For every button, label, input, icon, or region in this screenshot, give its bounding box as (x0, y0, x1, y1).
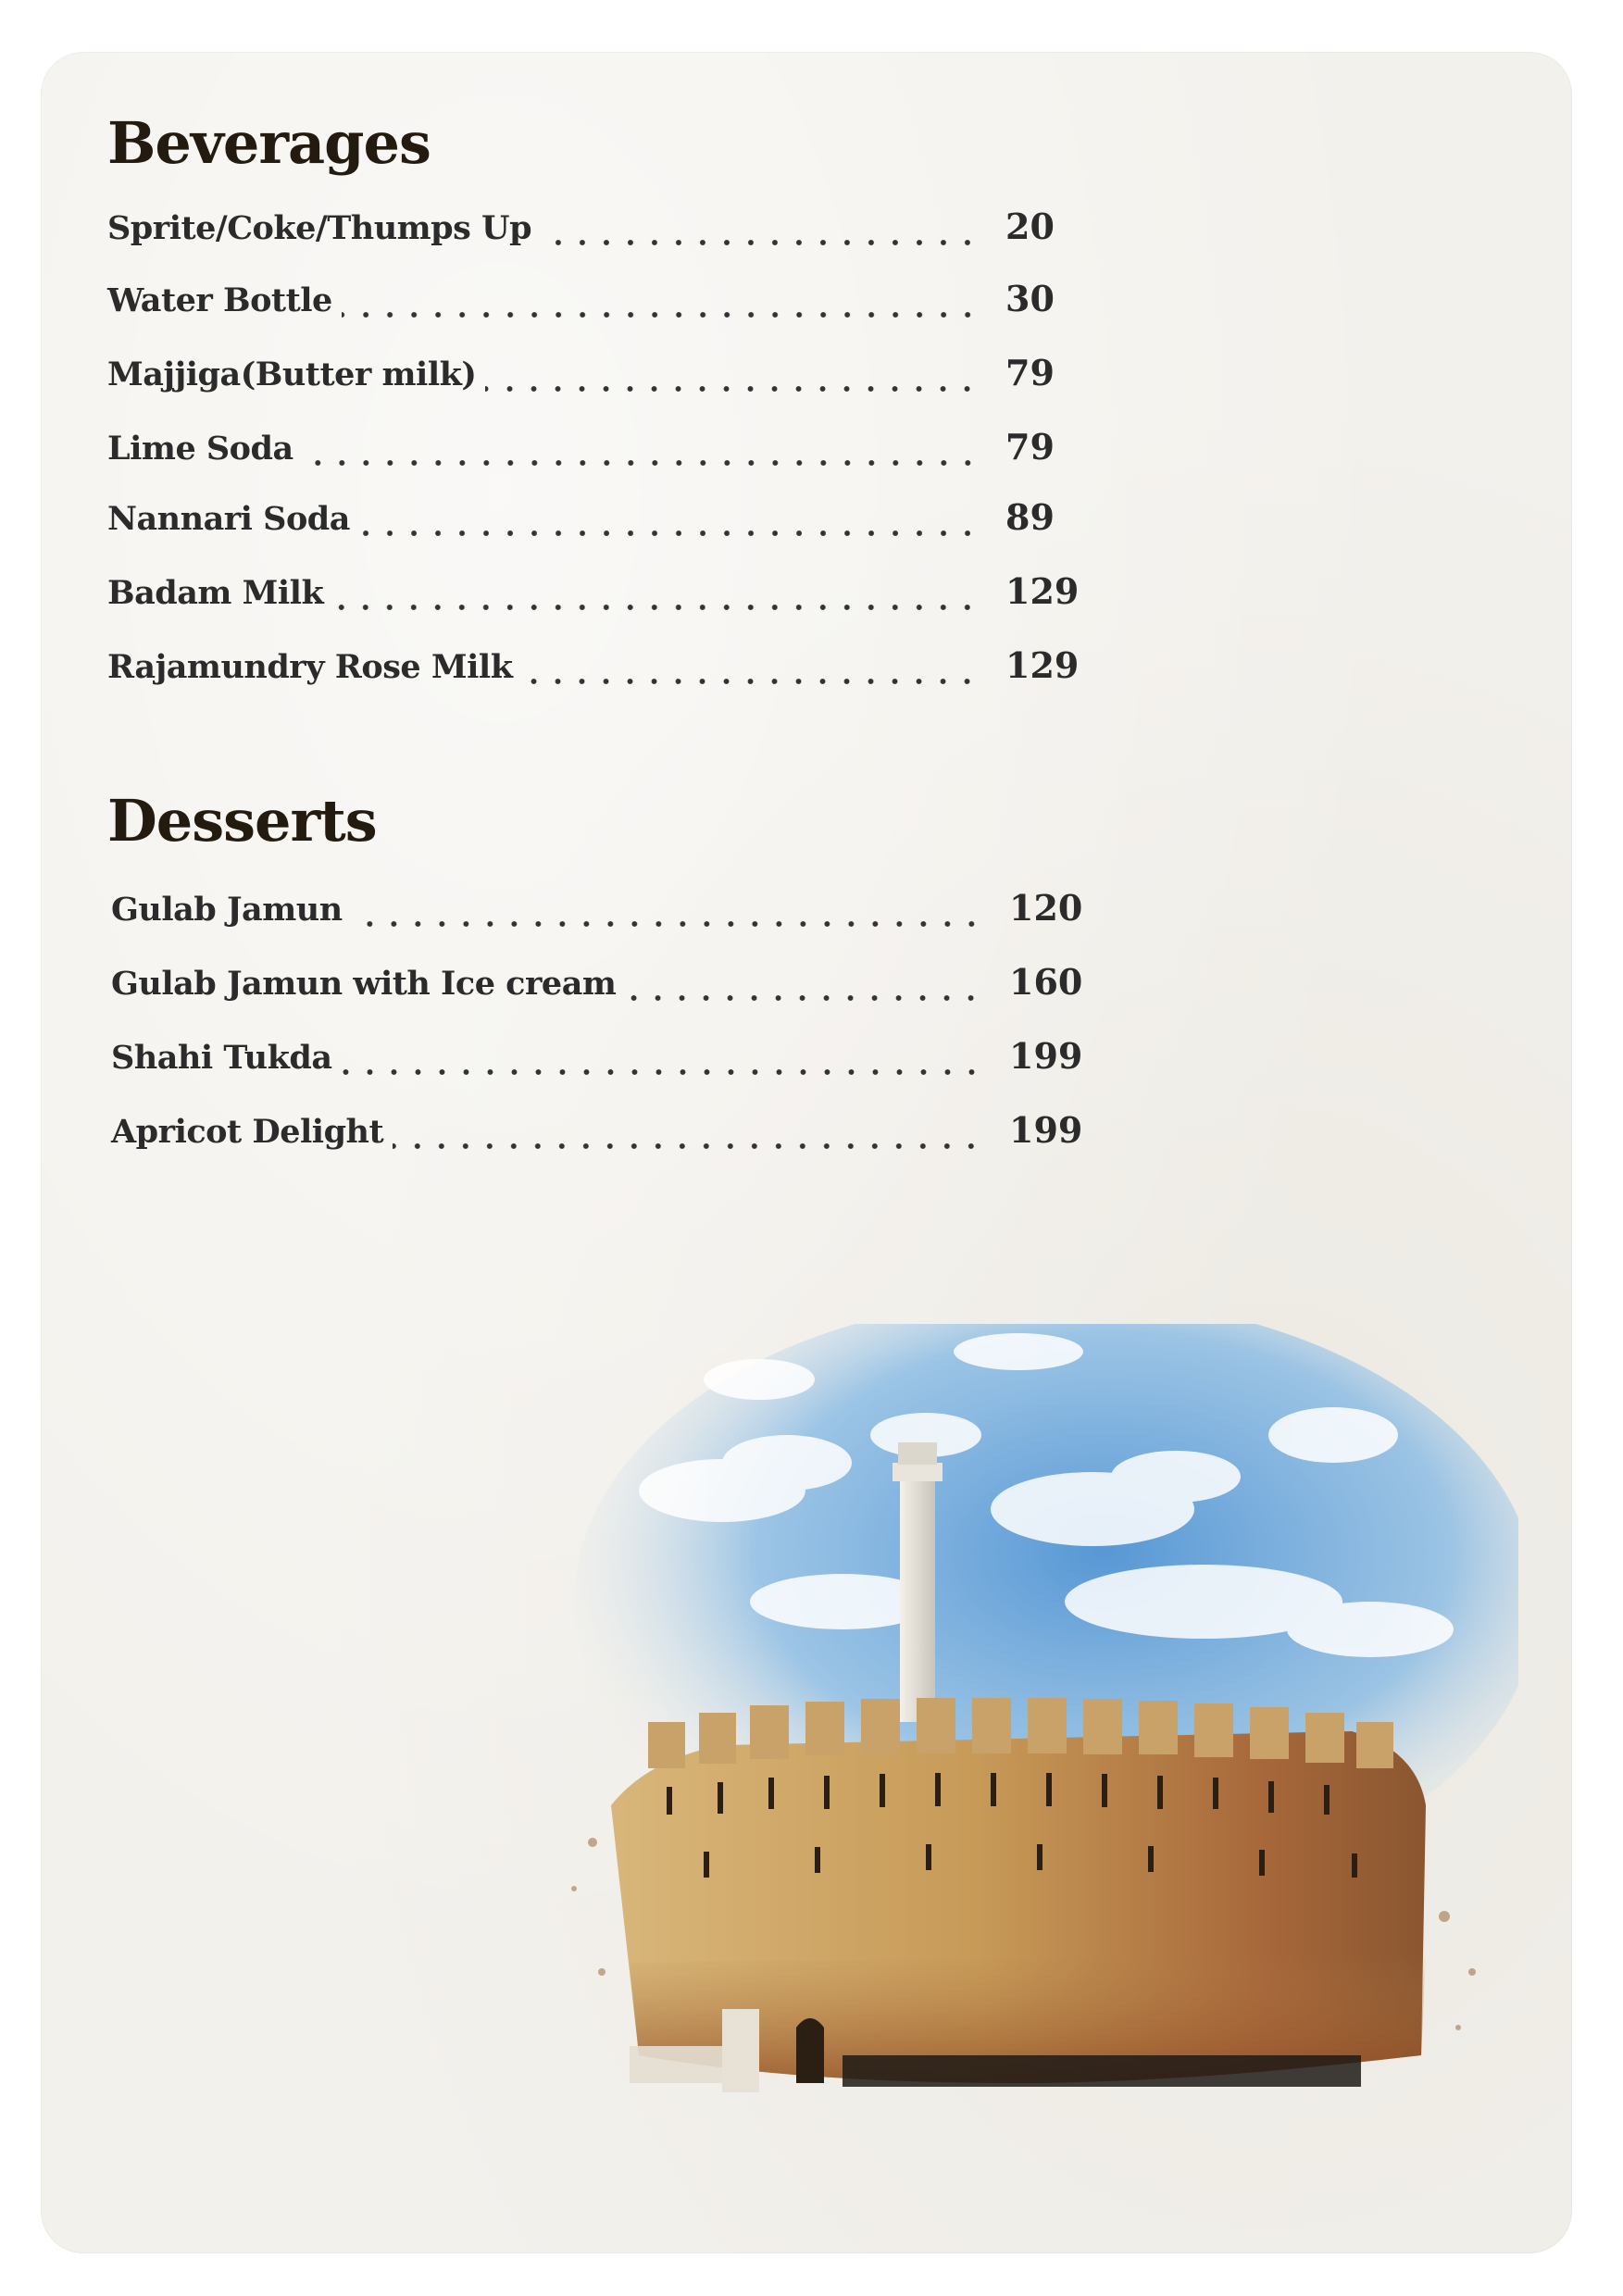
menu-item (107, 206, 1089, 261)
dot-leader (332, 604, 980, 611)
item-name: Apricot Delight (111, 1113, 384, 1151)
watercolor-fort-illustration (537, 1324, 1518, 2139)
dot-leader (342, 1068, 983, 1076)
item-name: Nannari Soda (107, 500, 350, 538)
dot-leader (521, 678, 980, 685)
menu-item (107, 352, 1089, 407)
item-price: 79 (1005, 352, 1055, 393)
dot-leader (303, 459, 980, 467)
item-name: Rajamundry Rose Milk (107, 648, 513, 686)
dot-leader (342, 311, 980, 318)
item-name: Badam Milk (107, 574, 324, 612)
item-name: Gulab Jamun with Ice cream (111, 965, 617, 1003)
item-name: Sprite/Coke/Thumps Up (107, 209, 532, 247)
item-name: Majjiga(Butter milk) (107, 356, 477, 393)
item-price: 79 (1005, 426, 1055, 468)
item-price: 120 (1009, 887, 1083, 929)
dot-leader (393, 1142, 983, 1150)
menu-item (107, 426, 1089, 481)
menu-item (111, 1035, 1092, 1091)
item-name: Shahi Tukda (111, 1039, 332, 1077)
item-price: 30 (1005, 278, 1055, 319)
menu-item (111, 961, 1092, 1017)
item-name: Water Bottle (107, 281, 332, 319)
menu-item (107, 278, 1089, 333)
section-title-beverages: Beverages (107, 109, 431, 177)
item-price: 160 (1009, 961, 1083, 1003)
item-price: 20 (1005, 206, 1055, 247)
menu-item (111, 887, 1092, 942)
section-title-desserts: Desserts (107, 787, 377, 855)
item-name: Gulab Jamun (111, 891, 343, 929)
item-price: 89 (1005, 496, 1055, 538)
dot-leader (625, 994, 983, 1002)
dot-leader (541, 239, 980, 246)
menu-item (111, 1109, 1092, 1165)
menu-item (107, 496, 1089, 552)
item-name: Lime Soda (107, 430, 293, 468)
menu-item (107, 644, 1089, 700)
dot-leader (485, 385, 980, 393)
dot-leader (359, 530, 980, 537)
item-price: 129 (1005, 570, 1080, 612)
item-price: 199 (1009, 1109, 1083, 1151)
item-price: 199 (1009, 1035, 1083, 1077)
menu-item (107, 570, 1089, 626)
dot-leader (352, 920, 983, 928)
item-price: 129 (1005, 644, 1080, 686)
